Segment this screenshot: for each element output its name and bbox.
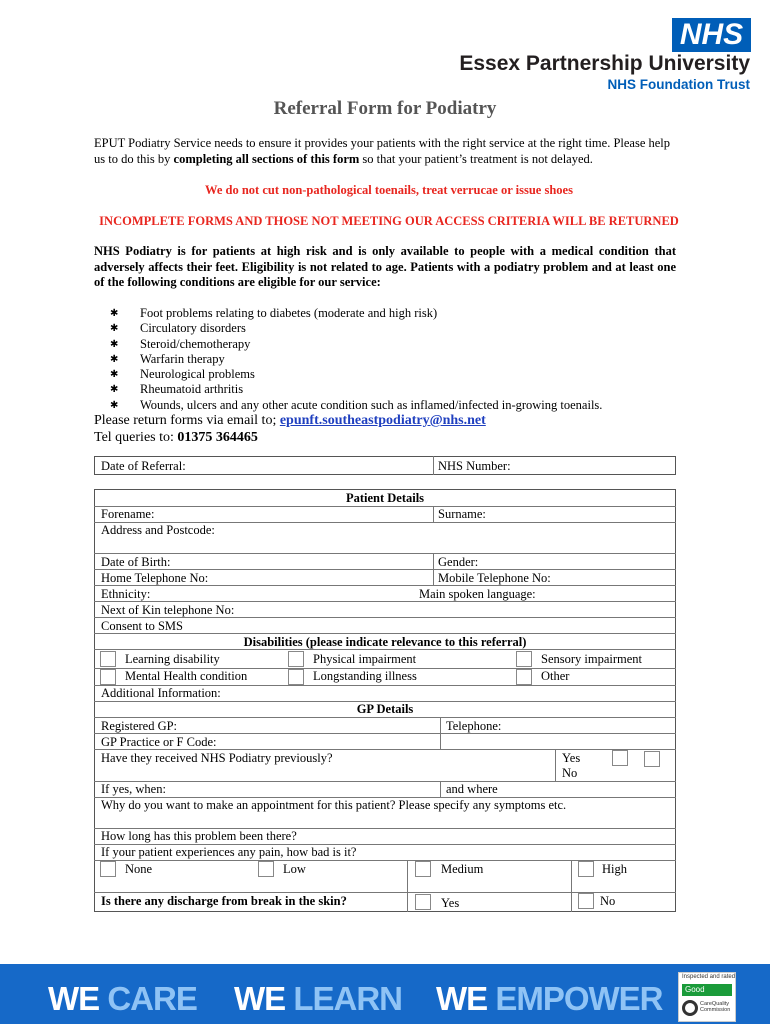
gp-telephone-field[interactable]: Telephone: [446, 719, 502, 733]
slogan-we-care: WE CARE [48, 980, 197, 1017]
condition-item: ✱ Circulatory disorders [110, 321, 246, 336]
pain-low-label: Low [283, 862, 306, 876]
date-of-referral-field[interactable]: Date of Referral: [101, 459, 186, 473]
condition-item: ✱ Steroid/chemotherapy [110, 336, 251, 351]
mental-health-checkbox[interactable] [100, 669, 116, 685]
exclusions-notice: We do not cut non-pathological toenails, treat verrucae or issue shoes [205, 183, 573, 197]
bullet-icon: ✱ [110, 369, 119, 381]
condition-item: ✱ Warfarin therapy [110, 351, 225, 366]
gp-details-heading: GP Details [356, 702, 414, 716]
physical-impairment-label: Physical impairment [313, 652, 417, 666]
additional-information-field[interactable]: Additional Information: [101, 686, 221, 700]
other-disability-label: Other [541, 669, 570, 683]
eligibility-paragraph: NHS Podiatry is for patients at high risk and is only available to people with a medical condition that adversely affects their feet. Eligibility is not related to age. Patients with a podiatry problem and at least one of the following conditions are eligible for our service: [94, 244, 676, 289]
longstanding-illness-checkbox[interactable] [288, 669, 304, 685]
previous-yes-checkbox[interactable] [612, 750, 628, 766]
page-title: Referral Form for Podiatry [273, 98, 497, 119]
slogan-we-learn: WE LEARN [234, 980, 403, 1017]
discharge-yes-checkbox[interactable] [415, 894, 431, 910]
bullet-icon: ✱ [110, 399, 119, 411]
pain-none-label: None [125, 862, 153, 876]
physical-impairment-checkbox[interactable] [288, 651, 304, 667]
pain-low-checkbox[interactable] [258, 861, 274, 877]
address-field[interactable]: Address and Postcode: [101, 523, 215, 537]
condition-item: ✱ Neurological problems [110, 367, 255, 382]
mental-health-label: Mental Health condition [125, 669, 248, 683]
next-of-kin-field[interactable]: Next of Kin telephone No: [101, 603, 235, 617]
surname-field[interactable]: Surname: [438, 507, 486, 521]
pain-medium-checkbox[interactable] [415, 861, 431, 877]
condition-item: ✱ Rheumatoid arthritis [110, 382, 244, 397]
and-where-field[interactable]: and where [446, 782, 498, 796]
ethnicity-field[interactable]: Ethnicity: [101, 587, 151, 601]
discharge-no-label: No [600, 894, 616, 908]
telephone-number: 01375 364465 [177, 430, 258, 445]
home-telephone-field[interactable]: Home Telephone No: [101, 571, 209, 585]
date-of-birth-field[interactable]: Date of Birth: [101, 555, 171, 569]
longstanding-illness-label: Longstanding illness [313, 669, 417, 683]
discharge-yes-label: Yes [441, 896, 460, 910]
pain-high-checkbox[interactable] [578, 861, 594, 877]
consent-sms-field[interactable]: Consent to SMS [101, 619, 183, 633]
intro-bold-text: completing all sections of this form [173, 151, 360, 166]
previous-no-checkbox[interactable] [644, 751, 660, 767]
cqc-rating-badge: Inspected and rated Good CareQuality Commission [678, 972, 736, 1022]
bullet-icon: ✱ [110, 384, 119, 396]
previous-yes-label: Yes [562, 751, 581, 765]
bullet-icon: ✱ [110, 338, 119, 350]
forename-field[interactable]: Forename: [101, 507, 155, 521]
bullet-icon: ✱ [110, 308, 119, 319]
pain-none-checkbox[interactable] [100, 861, 116, 877]
condition-item: ✱ Foot problems relating to diabetes (moderate and high risk) [110, 306, 438, 320]
previous-podiatry-question: Have they received NHS Podiatry previously? [101, 751, 333, 765]
discharge-question: Is there any discharge from break in the skin? [101, 894, 347, 908]
telephone-queries: Tel queries to: 01375 364465 [94, 430, 258, 445]
footer-banner [0, 964, 770, 1024]
sensory-impairment-checkbox[interactable] [516, 651, 532, 667]
main-language-field[interactable]: Main spoken language: [419, 587, 536, 601]
nhs-number-field[interactable]: NHS Number: [438, 459, 511, 473]
appointment-reason-field[interactable]: Why do you want to make an appointment for this patient? Please specify any symptoms etc. [101, 798, 567, 812]
previous-no-label: No [562, 766, 578, 780]
condition-item: ✱ Wounds, ulcers and any other acute condition such as inflamed/infected in-growing toenails. [110, 397, 603, 412]
if-yes-when-field[interactable]: If yes, when: [101, 782, 166, 796]
return-email-link[interactable]: epunft.southeastpodiatry@nhs.net [279, 413, 486, 428]
gp-practice-field[interactable]: GP Practice or F Code: [101, 735, 217, 749]
intro-paragraph [94, 136, 684, 167]
mobile-telephone-field[interactable]: Mobile Telephone No: [438, 571, 551, 585]
patient-details-heading: Patient Details [345, 491, 425, 505]
registered-gp-field[interactable]: Registered GP: [101, 719, 178, 733]
learning-disability-label: Learning disability [125, 652, 220, 666]
learning-disability-checkbox[interactable] [100, 651, 116, 667]
returned-warning: INCOMPLETE FORMS AND THOSE NOT MEETING OUR ACCESS CRITERIA WILL BE RETURNED [99, 214, 679, 228]
gender-field[interactable]: Gender: [438, 555, 479, 569]
other-disability-checkbox[interactable] [516, 669, 532, 685]
intro-text-1: EPUT Podiatry Service needs to ensure it provides your patients with the right service at the right time. Please help us to do this by [94, 136, 671, 166]
pain-medium-label: Medium [441, 862, 484, 876]
slogan-we-empower: WE EMPOWER [436, 980, 663, 1017]
cqc-logo-icon [682, 1000, 698, 1016]
nhs-logo: NHS [672, 18, 751, 52]
intro-text-2: so that your patient’s treatment is not delayed. [359, 151, 593, 166]
pain-question: If your patient experiences any pain, how bad is it? [101, 845, 357, 859]
sensory-impairment-label: Sensory impairment [541, 652, 643, 666]
pain-high-label: High [602, 862, 627, 876]
disabilities-heading: Disabilities (please indicate relevance to this referral) [243, 635, 527, 649]
bullet-icon: ✱ [110, 353, 119, 365]
return-instructions: Please return forms via email to; epunft.southeastpodiatry@nhs.net [94, 413, 486, 428]
org-name: Essex Partnership University [459, 52, 750, 75]
cqc-rating: Good [682, 984, 732, 996]
bullet-icon: ✱ [110, 323, 119, 335]
conditions-list [110, 306, 602, 413]
org-subtitle: NHS Foundation Trust [607, 77, 750, 92]
problem-duration-field[interactable]: How long has this problem been there? [101, 829, 297, 843]
discharge-no-checkbox[interactable] [578, 893, 594, 909]
